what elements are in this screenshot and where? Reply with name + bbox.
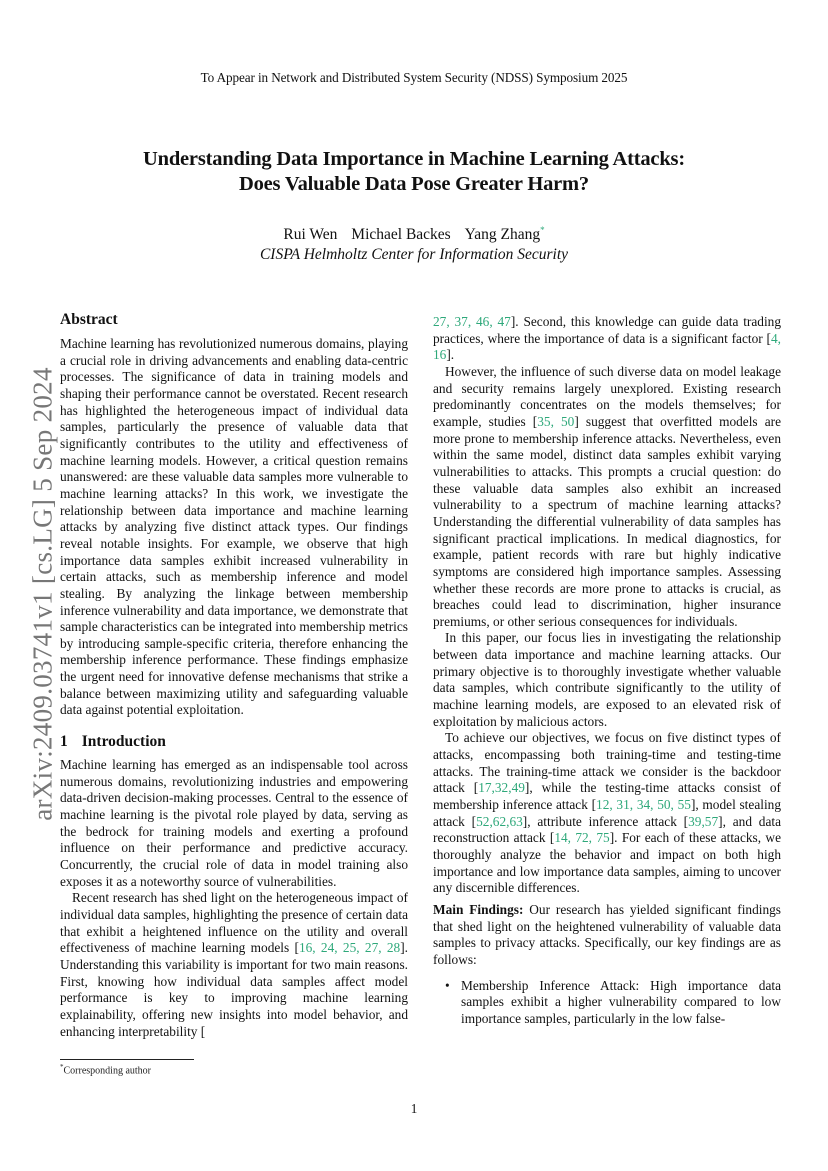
author-block xyxy=(0,220,828,265)
abstract-heading: Abstract xyxy=(60,311,118,328)
citation-link[interactable]: 16, 24, 25, 27, 28 xyxy=(298,940,401,956)
footnote-text: Corresponding author xyxy=(63,1065,151,1077)
author-name: Yang Zhang* xyxy=(464,225,545,244)
arxiv-identifier: arXiv:2409.03741v1 [cs.LG] 5 Sep 2024 xyxy=(27,367,58,821)
title-line-2: Does Valuable Data Pose Greater Harm? xyxy=(239,173,589,195)
intro-paragraph-2-cont: 27, 37, 46, 47]. Second, this knowledge can guide data trading practices, where the importance of data is a significant factor [4, 16]. xyxy=(433,314,781,363)
intro-paragraph-2: Recent research has shed light on the heterogeneous impact of individual data samples, highlighting the presence of certain data that exhibit a heightened influence on the utility and overall effectiveness of machine learning models [16, 24, 25, 27, 28]. Understanding this variability is important for two main reasons. First, knowing how individual data samples affect model performance is key to improving machine learning explainability, offering new insights into model behavior, and enhancing interpretability [ xyxy=(60,890,409,1039)
main-findings-paragraph: Main Findings: Our research has yielded significant findings that shed light on the heightened vulnerability of valuable data samples to privacy attacks. Specifically, our key findings are as follows: xyxy=(433,901,782,967)
intro-paragraph-1: Machine learning has emerged as an indispensable tool across numerous domains, revolutionizing industries and empowering data-driven decision-making processes. Central to the essence of machine learning is the pivotal role played by data, serving as the bedrock for training models and exerting a profound influence on their performance and predictive accuracy. Concurrently, the crucial role of data in model training also exposes it as a noteworthy source of vulnerabilities. xyxy=(60,757,408,889)
footnote xyxy=(60,1063,151,1076)
findings-list xyxy=(433,978,781,1028)
venue-header: To Appear in Network and Distributed System Security (NDSS) Symposium 2025 xyxy=(200,70,628,85)
intro-paragraph-4: In this paper, our focus lies in investigating the relationship between data importance and machine learning attacks. Our primary objective is to thoroughly investigate whether valuable data samples, which contribute significantly to the utility of machine learning models, are exposed to an elevated risk of exploitation by malicious actors. xyxy=(433,630,781,729)
citation-link[interactable]: 27, 37, 46, 47 xyxy=(433,314,511,329)
citation-link[interactable]: 39,57 xyxy=(688,813,719,829)
main-findings-label: Main Findings: xyxy=(433,901,524,917)
citation-link[interactable]: 14, 72, 75 xyxy=(554,830,610,846)
affiliation: CISPA Helmholtz Center for Information Security xyxy=(259,246,569,264)
author-name: Rui Wen xyxy=(283,226,338,244)
title-line-1: Understanding Data Importance in Machine Learning Attacks: xyxy=(143,148,685,170)
finding-item: • Membership Inference Attack: High importance data samples exhibit a higher vulnerability compared to low importance samples, particularly in the low false- xyxy=(461,978,781,1028)
citation-link[interactable]: 12, 31, 34, 50, 55 xyxy=(596,797,691,813)
citation-link[interactable]: 35, 50 xyxy=(537,413,575,429)
section-heading-introduction xyxy=(60,733,408,751)
footnote-divider xyxy=(60,1059,194,1060)
page-number: 1 xyxy=(410,1101,418,1116)
abstract-text: Machine learning has revolutionized numerous domains, playing a crucial role in driving advancements and enabling data-centric processes. The significance of data in training models and shaping their performance cannot be overstated. Recent research has highlighted the heterogeneous impact of individual data samples, particularly the presence of valuable data that significantly contributes to the utility and effectiveness of machine learning models. However, a critical question remains unanswered: are these valuable data samples more vulnerable to machine learning attacks? In this work, we investigate the relationship between data importance and machine learning attacks by analyzing five distinct attack types. Our findings reveal notable insights. For example, we observe that high importance data samples exhibit increased vulnerability in certain attacks, such as membership inference and model stealing. By analyzing the linkage between membership inference vulnerability and data importance, we demonstrate that sample characteristics can be integrated into membership metrics by introducing sample-specific criteria, therefore enhancing the membership inference performance. These findings emphasize the urgent need for innovative defense mechanisms that strike a balance between maximizing utility and safeguarding valuable data against potential exploitation. xyxy=(60,336,408,718)
corresponding-author-link[interactable]: * xyxy=(540,225,545,235)
paper-title xyxy=(0,147,828,197)
section-title: Introduction xyxy=(81,733,166,751)
author-list xyxy=(0,220,828,245)
left-column xyxy=(60,311,408,1040)
right-column xyxy=(433,314,781,1028)
intro-paragraph-5: To achieve our objectives, we focus on five distinct types of attacks, encompassing both training-time and testing-time attacks. The training-time attack we consider is the backdoor attack [17,32,49], while the testing-time attacks consist of membership inference attack [12, 31, 34, 50, 55], model stealing attack [52,62,63], attribute inference attack [39,57], and data reconstruction attack [14, 72, 75]. For each of these attacks, we thoroughly analyze the behavior and impact on both high importance and low importance data samples, aiming to uncover any discernible differences. xyxy=(433,730,782,896)
citation-link[interactable]: 17,32,49 xyxy=(478,780,525,796)
citation-link[interactable]: 52,62,63 xyxy=(476,813,523,829)
citation-link[interactable]: 4, 16 xyxy=(433,330,781,363)
footnote-mark: * xyxy=(60,1063,64,1071)
arxiv-stamp xyxy=(23,344,63,844)
intro-paragraph-3: However, the influence of such diverse data on model leakage and security remains largely unexplored. Existing research predominantly concentrates on the models themselves; for example, studies [35, 50] suggest that overfitted models are more prone to membership inference attacks. Nevertheless, even within the same model, distinct data samples exhibit varying vulnerabilities to attacks. This prompts a crucial question: do these valuable data samples also exhibit an increased vulnerability to a spectrum of machine learning attacks? Understanding the differential vulnerability of data samples has significant practical implications. In medical diagnostics, for example, patient records with rare but highly indicative symptoms are considered high importance samples. Assessing whether these records are more prone to attacks is crucial, as breaches could lead to discrimination, higher insurance premiums, or other serious consequences for individuals. xyxy=(433,363,782,629)
section-number: 1 xyxy=(60,733,68,751)
author-name: Michael Backes xyxy=(351,226,451,244)
